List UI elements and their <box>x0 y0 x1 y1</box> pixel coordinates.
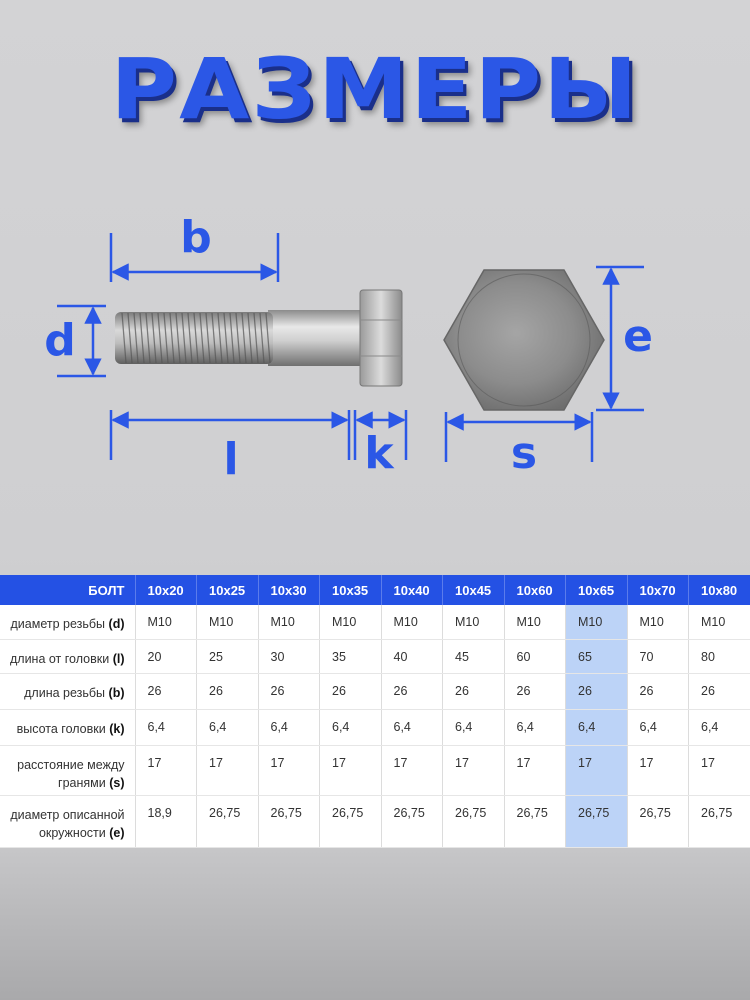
table-cell: 6,4 <box>566 709 628 745</box>
row-symbol: (d) <box>108 617 125 631</box>
table-cell: 26,75 <box>689 795 750 847</box>
column-header-size: 10x60 <box>504 575 566 605</box>
table-cell: M10 <box>443 605 505 639</box>
table-row <box>0 795 750 847</box>
table-cell: 26,75 <box>258 795 320 847</box>
table-cell: 18,9 <box>135 795 197 847</box>
table-cell: 26,75 <box>197 795 259 847</box>
page-title: РАЗМЕРЫ <box>110 40 640 138</box>
table-cell: 40 <box>381 639 443 673</box>
column-header-size: 10x65 <box>566 575 628 605</box>
table-cell: 65 <box>566 639 628 673</box>
table-cell: 17 <box>320 745 382 795</box>
table-cell: 6,4 <box>689 709 750 745</box>
table-cell: 6,4 <box>197 709 259 745</box>
table-header-row <box>0 575 750 605</box>
table-cell: 17 <box>443 745 505 795</box>
table-cell: 6,4 <box>258 709 320 745</box>
table-cell: 6,4 <box>627 709 689 745</box>
table-cell: 26 <box>258 673 320 709</box>
table-cell: 26,75 <box>566 795 628 847</box>
row-label <box>0 745 135 795</box>
row-label-text: диаметр резьбы <box>10 617 106 631</box>
dim-label-b: b <box>180 212 212 263</box>
table-cell: 35 <box>320 639 382 673</box>
column-header-size: 10x80 <box>689 575 750 605</box>
table-cell: 26 <box>443 673 505 709</box>
table-row <box>0 709 750 745</box>
size-table-container <box>0 575 750 848</box>
table-cell: 17 <box>135 745 197 795</box>
table-cell: 26,75 <box>627 795 689 847</box>
table-row <box>0 673 750 709</box>
table-cell: 6,4 <box>443 709 505 745</box>
table-cell: 26,75 <box>504 795 566 847</box>
table-cell: 26,75 <box>320 795 382 847</box>
row-label <box>0 605 135 639</box>
table-cell: 26 <box>381 673 443 709</box>
table-cell: 6,4 <box>135 709 197 745</box>
table-cell: 26 <box>627 673 689 709</box>
row-label-text: расстояние между <box>17 757 125 772</box>
table-cell: M10 <box>689 605 750 639</box>
table-cell: M10 <box>566 605 628 639</box>
row-symbol: (l) <box>112 651 125 666</box>
bolt-head-hex-view <box>444 270 604 410</box>
table-cell: 26,75 <box>443 795 505 847</box>
row-label-text: высота головки <box>16 721 106 736</box>
table-cell: 45 <box>443 639 505 673</box>
row-label-text: длина от головки <box>9 651 110 666</box>
column-header-size: 10x20 <box>135 575 197 605</box>
dim-label-d: d <box>44 315 76 366</box>
row-label <box>0 709 135 745</box>
row-label <box>0 639 135 673</box>
table-cell: 17 <box>689 745 750 795</box>
table-cell: 6,4 <box>504 709 566 745</box>
row-label <box>0 795 135 847</box>
row-label-text: диаметр описанной <box>10 807 125 822</box>
row-symbol: (b) <box>108 685 125 700</box>
table-cell: M10 <box>320 605 382 639</box>
table-cell: 17 <box>504 745 566 795</box>
row-label-text-line2: окружности <box>38 825 106 840</box>
table-cell: M10 <box>258 605 320 639</box>
column-header-size: 10x40 <box>381 575 443 605</box>
row-label <box>0 673 135 709</box>
table-row <box>0 745 750 795</box>
column-header-size: 10x25 <box>197 575 259 605</box>
table-row <box>0 605 750 639</box>
table-cell: 26 <box>320 673 382 709</box>
table-cell: 17 <box>627 745 689 795</box>
table-cell: 20 <box>135 639 197 673</box>
column-header-size: 10x70 <box>627 575 689 605</box>
table-cell: 6,4 <box>381 709 443 745</box>
dim-label-k: k <box>364 428 394 479</box>
size-table <box>0 575 750 848</box>
table-header-label: БОЛТ <box>0 575 135 605</box>
table-cell: 17 <box>566 745 628 795</box>
table-cell: 17 <box>258 745 320 795</box>
bolt-side-view <box>115 290 402 386</box>
row-symbol: (s) <box>109 775 125 790</box>
column-header-size: 10x30 <box>258 575 320 605</box>
dim-label-s: s <box>510 428 538 479</box>
row-symbol: (k) <box>109 721 125 736</box>
table-cell: 26 <box>504 673 566 709</box>
dim-label-e: e <box>623 311 653 362</box>
table-cell: 25 <box>197 639 259 673</box>
table-cell: 26 <box>689 673 750 709</box>
table-row <box>0 639 750 673</box>
table-cell: 26,75 <box>381 795 443 847</box>
table-cell: 30 <box>258 639 320 673</box>
column-header-size: 10x35 <box>320 575 382 605</box>
table-cell: M10 <box>381 605 443 639</box>
row-label-text: длина резьбы <box>24 685 106 700</box>
row-symbol: (e) <box>109 825 125 840</box>
table-cell: 17 <box>197 745 259 795</box>
table-cell: M10 <box>197 605 259 639</box>
table-cell: 26 <box>197 673 259 709</box>
table-cell: 60 <box>504 639 566 673</box>
row-label-text-line2: гранями <box>58 775 106 790</box>
table-cell: 17 <box>381 745 443 795</box>
table-cell: M10 <box>504 605 566 639</box>
table-cell: M10 <box>135 605 197 639</box>
table-cell: 26 <box>135 673 197 709</box>
table-cell: 6,4 <box>320 709 382 745</box>
table-cell: 26 <box>566 673 628 709</box>
column-header-size: 10x45 <box>443 575 505 605</box>
dim-label-l: l <box>223 434 239 485</box>
table-cell: 80 <box>689 639 750 673</box>
table-cell: M10 <box>627 605 689 639</box>
table-cell: 70 <box>627 639 689 673</box>
